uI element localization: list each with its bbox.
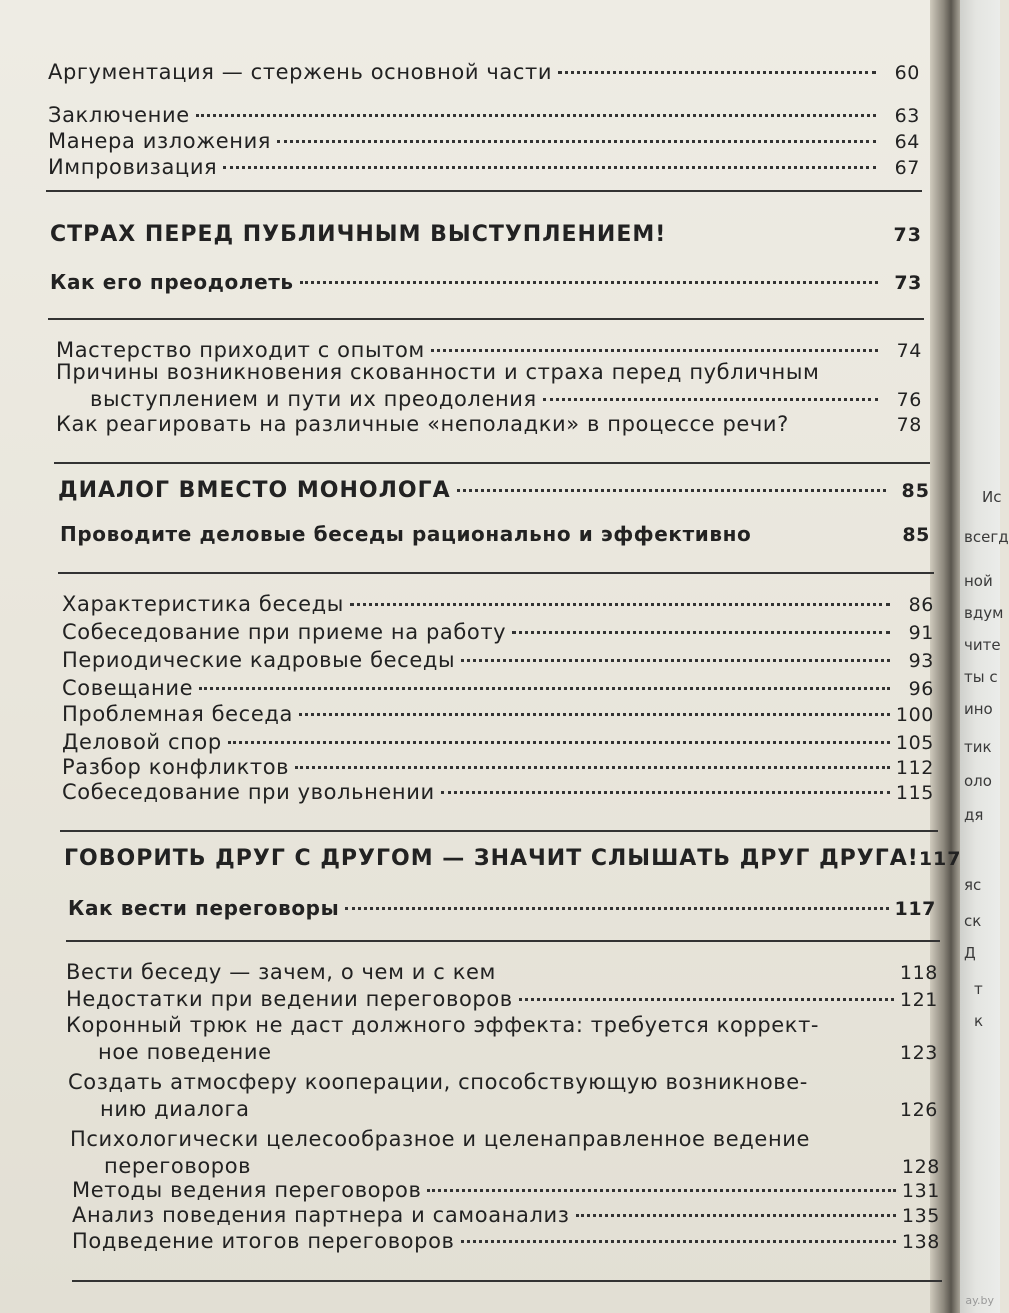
toc-leader-dots xyxy=(431,349,878,352)
toc-leader-dots xyxy=(461,1240,896,1243)
toc-entry-title-continuation: нию диалога xyxy=(100,1097,250,1121)
toc-leader-dots xyxy=(543,398,878,401)
toc-leader-dots xyxy=(457,489,886,492)
toc-entry[interactable] xyxy=(62,702,934,726)
toc-entry-page: 115 xyxy=(895,782,934,804)
toc-chapter-subheading[interactable] xyxy=(60,522,930,546)
toc-entry-page: 74 xyxy=(896,340,922,362)
toc-entry[interactable] xyxy=(56,338,922,362)
toc-entry-page: 131 xyxy=(901,1180,940,1202)
toc-entry-title: Заключение xyxy=(48,103,190,127)
toc-entry-page: 78 xyxy=(896,414,922,436)
toc-subheading-page: 117 xyxy=(894,898,936,920)
toc-entry-page: 135 xyxy=(901,1205,940,1227)
toc-chapter-title: ГОВОРИТЬ ДРУГ С ДРУГОМ — ЗНАЧИТ СЛЫШАТЬ ДРУГ ДРУГА! xyxy=(64,846,919,871)
toc-chapter-page: 73 xyxy=(893,224,922,246)
toc-entry[interactable] xyxy=(48,103,920,127)
toc-entry-title: Периодические кадровые беседы xyxy=(62,648,456,672)
toc-entry[interactable] xyxy=(100,1097,938,1121)
toc-entry[interactable] xyxy=(90,387,922,411)
toc-entry-title: Манера изложения xyxy=(48,129,272,153)
toc-entry-title-line1: Создать атмосферу кооперации, способствующую возникнове- xyxy=(68,1070,808,1094)
toc-entry-title: Анализ поведения партнера и самоанализ xyxy=(72,1203,570,1227)
section-divider xyxy=(54,462,930,464)
next-page-fragment: Ис xyxy=(982,488,1002,506)
toc-entry[interactable] xyxy=(62,780,934,804)
toc-leader-dots xyxy=(345,907,888,910)
toc-entry-page: 96 xyxy=(908,678,934,700)
section-divider xyxy=(46,190,922,192)
toc-entry-page: 123 xyxy=(899,1042,938,1064)
toc-entry[interactable] xyxy=(98,1040,938,1064)
toc-entry-title: Мастерство приходит с опытом xyxy=(56,338,425,362)
toc-entry-page: 60 xyxy=(894,62,920,84)
section-divider xyxy=(58,572,934,574)
toc-subheading-title: Как вести переговоры xyxy=(68,896,340,920)
toc-entry-title: Характеристика беседы xyxy=(62,592,344,616)
toc-leader-dots xyxy=(199,687,890,690)
toc-entry-title: Проблемная беседа xyxy=(62,702,293,726)
toc-leader-dots xyxy=(461,659,890,662)
toc-entry[interactable] xyxy=(66,987,938,1011)
toc-entry-title-continuation: выступлением и пути их преодоления xyxy=(90,387,537,411)
toc-chapter-heading[interactable] xyxy=(58,478,930,503)
toc-entry-title: Импровизация xyxy=(48,155,218,179)
toc-entry-title: Разбор конфликтов xyxy=(62,755,290,779)
toc-entry-title: Как реагировать на различные «неполадки» в процессе речи? xyxy=(56,412,789,436)
toc-entry[interactable] xyxy=(48,155,920,179)
toc-entry[interactable] xyxy=(62,730,934,754)
next-page-fragment: тик xyxy=(964,738,992,756)
toc-entry[interactable] xyxy=(72,1229,940,1253)
next-page-fragment: ной xyxy=(964,572,993,590)
toc-entry[interactable] xyxy=(66,960,938,984)
toc-leader-dots xyxy=(441,791,890,794)
toc-entry-title: Собеседование при приеме на работу xyxy=(62,620,507,644)
toc-chapter-subheading[interactable] xyxy=(50,270,922,294)
toc-entry[interactable] xyxy=(72,1203,940,1227)
toc-leader-dots xyxy=(300,281,878,284)
toc-entry-title-line1: Коронный трюк не даст должного эффекта: требуется коррект- xyxy=(66,1013,820,1037)
toc-entry-title: Собеседование при увольнении xyxy=(62,780,435,804)
toc-entry-title: Недостатки при ведении переговоров xyxy=(66,987,513,1011)
next-page-fragment: вдум xyxy=(964,604,1004,622)
toc-entry-page: 64 xyxy=(894,131,920,153)
toc-entry-title: Вести беседу — зачем, о чем и с кем xyxy=(66,960,496,984)
toc-subheading-title: Как его преодолеть xyxy=(50,270,294,294)
section-divider xyxy=(72,1280,942,1282)
toc-entry[interactable] xyxy=(62,620,934,644)
toc-leader-dots xyxy=(277,140,876,143)
toc-entry-page: 67 xyxy=(894,157,920,179)
toc-entry[interactable] xyxy=(56,412,922,436)
toc-chapter-heading[interactable] xyxy=(64,846,962,871)
toc-entry-page: 100 xyxy=(895,704,934,726)
toc-subheading-title: Проводите деловые беседы рационально и эффективно xyxy=(60,522,752,546)
toc-entry[interactable] xyxy=(48,60,920,84)
next-page-fragment: Д xyxy=(964,944,976,962)
toc-chapter-title: ДИАЛОГ ВМЕСТО МОНОЛОГА xyxy=(58,478,451,503)
next-page-fragment: дя xyxy=(964,806,984,824)
next-page-fragment: ты с xyxy=(964,668,998,686)
toc-leader-dots xyxy=(299,713,890,716)
next-page-fragment: т xyxy=(974,980,983,998)
toc-entry-page: 138 xyxy=(901,1231,940,1253)
toc-subheading-page: 85 xyxy=(902,524,930,546)
toc-entry-page: 112 xyxy=(895,757,934,779)
toc-entry-title: Подведение итогов переговоров xyxy=(72,1229,455,1253)
toc-entry-title: Совещание xyxy=(62,676,194,700)
toc-entry-page: 91 xyxy=(908,622,934,644)
toc-entry-title-line1: Психологически целесообразное и целенаправленное ведение xyxy=(70,1127,811,1151)
next-page-fragment: ск xyxy=(964,912,982,930)
toc-entry[interactable] xyxy=(62,755,934,779)
toc-leader-dots xyxy=(576,1214,896,1217)
toc-entry[interactable] xyxy=(104,1154,940,1178)
toc-entry-title: Методы ведения переговоров xyxy=(72,1178,422,1202)
toc-subheading-page: 73 xyxy=(894,272,922,294)
toc-entry-title: Аргументация — стержень основной части xyxy=(48,60,553,84)
toc-chapter-title: СТРАХ ПЕРЕД ПУБЛИЧНЫМ ВЫСТУПЛЕНИЕМ! xyxy=(50,222,667,247)
section-divider xyxy=(66,940,940,942)
toc-leader-dots xyxy=(228,741,890,744)
toc-leader-dots xyxy=(350,603,890,606)
toc-entry-title-continuation: переговоров xyxy=(104,1154,252,1178)
toc-leader-dots xyxy=(427,1189,895,1192)
toc-entry-page: 93 xyxy=(908,650,934,672)
toc-chapter-subheading[interactable] xyxy=(68,896,936,920)
next-page-fragment: ино xyxy=(964,700,993,718)
toc-leader-dots xyxy=(558,71,876,74)
toc-entry[interactable] xyxy=(48,129,920,153)
toc-entry[interactable] xyxy=(72,1178,940,1202)
next-page-fragment: всегд xyxy=(964,528,1009,546)
next-page-fragment: яс xyxy=(964,876,982,894)
toc-leader-dots xyxy=(512,631,890,634)
toc-leader-dots xyxy=(519,998,894,1001)
next-page-edge xyxy=(960,0,1009,1313)
toc-entry[interactable] xyxy=(62,676,934,700)
next-page-fragment: оло xyxy=(964,772,992,790)
next-page-fragment: к xyxy=(974,1012,984,1030)
toc-entry-title-line1: Причины возникновения скованности и страха перед публичным xyxy=(56,360,820,384)
toc-entry-page: 63 xyxy=(894,105,920,127)
toc-entry-title-continuation: ное поведение xyxy=(98,1040,272,1064)
toc-leader-dots xyxy=(295,766,890,769)
toc-chapter-page: 85 xyxy=(901,480,930,502)
toc-entry-page: 86 xyxy=(908,594,934,616)
toc-entry[interactable] xyxy=(62,592,934,616)
toc-entry-page: 121 xyxy=(899,989,938,1011)
section-divider xyxy=(48,318,924,320)
watermark: ay.by xyxy=(965,1294,994,1307)
toc-leader-dots xyxy=(196,114,876,117)
toc-leader-dots xyxy=(223,166,876,169)
next-page-fragment: чите xyxy=(964,636,1001,654)
section-divider xyxy=(60,830,938,832)
toc-chapter-heading[interactable] xyxy=(50,222,922,247)
toc-chapter-page: 117 xyxy=(918,848,962,870)
toc-entry[interactable] xyxy=(62,648,934,672)
toc-entry-title: Деловой спор xyxy=(62,730,222,754)
toc-entry-page: 76 xyxy=(896,389,922,411)
toc-entry-page: 118 xyxy=(899,962,938,984)
toc-entry-page: 105 xyxy=(895,732,934,754)
toc-entry-page: 128 xyxy=(901,1156,940,1178)
toc-entry-page: 126 xyxy=(899,1099,938,1121)
